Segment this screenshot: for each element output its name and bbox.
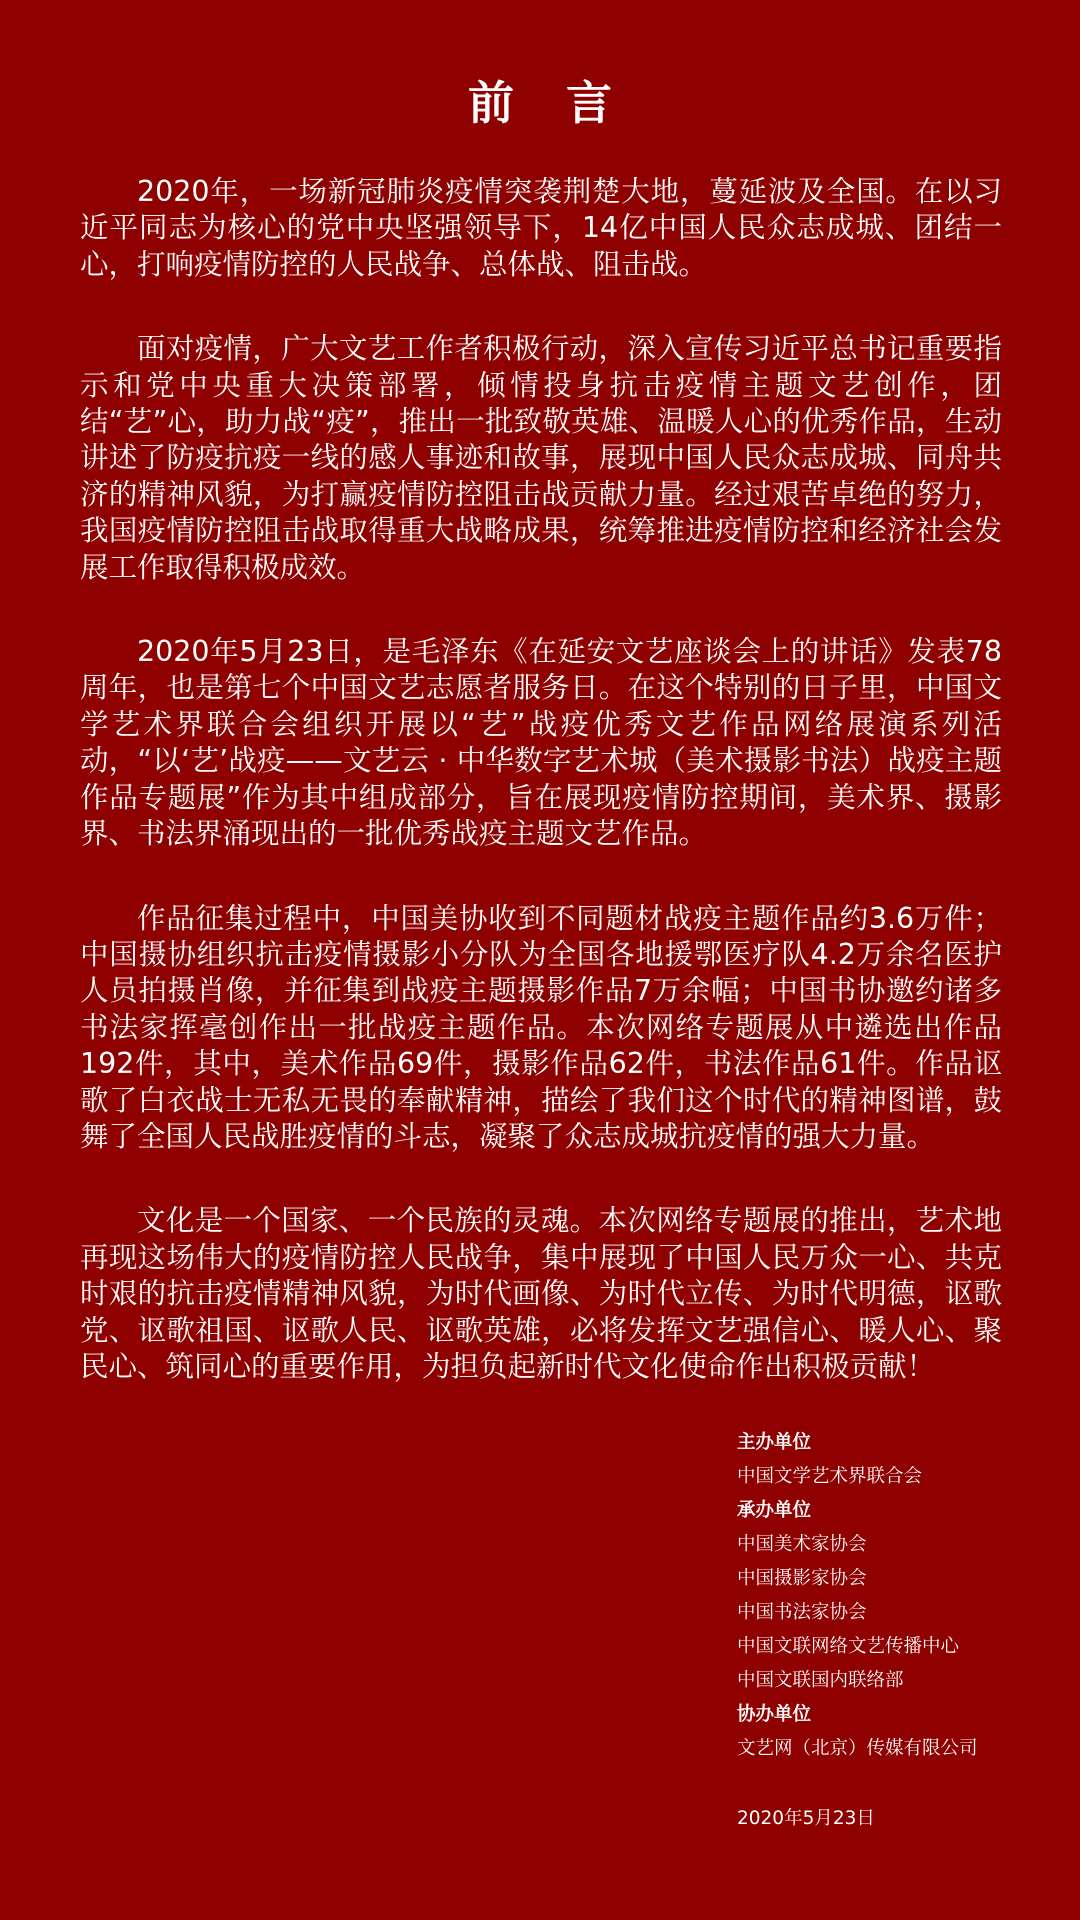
paragraph-4: 作品征集过程中，中国美协收到不同题材战疫主题作品约3.6万件；中国摄协组织抗击疫情摄影小分队为全国各地援鄂医疗队4.2万余名医护人员拍摄肖像，并征集到战疫主题摄影作品7万余幅；中国书协邀约诸多书法家挥毫创作出一批战疫主题作品。本次网络专题展从中遴选出作品192件，其中，美术作品69件，摄影作品62件，书法作品61件。作品讴歌了白衣战士无私无畏的奉献精神，描绘了我们这个时代的精神图谱，鼓舞了全国人民战胜疫情的斗志，凝聚了众志成城抗疫情的强大力量。 — [80, 901, 1002, 1153]
organizer-org: 中国美术家协会 — [737, 1534, 867, 1555]
co-organizer-org: 文艺网（北京）传媒有限公司 — [737, 1738, 978, 1759]
credits-block — [737, 1426, 1057, 1766]
paragraph-2: 面对疫情，广大文艺工作者积极行动，深入宣传习近平总书记重要指示和党中央重大决策部署，倾情投身抗击疫情主题文艺创作，团结“艺”心，助力战“疫”，推出一批致敬英雄、温暖人心的优秀作品，生动讲述了防疫抗疫一线的感人事迹和故事，展现中国人民众志成城、同舟共济的精神风貌，为打赢疫情防控阻击战贡献力量。经过艰苦卓绝的努力，我国疫情防控阻击战取得重大战略成果，统筹推进疫情防控和经济社会发展工作取得积极成效。 — [80, 332, 1002, 584]
host-heading: 主办单位 — [737, 1432, 812, 1453]
publish-date: 2020年5月23日 — [737, 1808, 875, 1829]
preface-body — [80, 174, 1002, 1433]
organizer-org: 中国文联国内联络部 — [737, 1670, 904, 1691]
paragraph-5: 文化是一个国家、一个民族的灵魂。本次网络专题展的推出，艺术地再现这场伟大的疫情防控人民战争，集中展现了中国人民万众一心、共克时艰的抗击疫情精神风貌，为时代画像、为时代立传、为时代明德，讴歌党、讴歌祖国、讴歌人民、讴歌英雄，必将发挥文艺强信心、暖人心、聚民心、筑同心的重要作用，为担负起新时代文化使命作出积极贡献！ — [80, 1204, 1002, 1383]
page-title: 前 言 — [467, 76, 630, 130]
organizer-org: 中国书法家协会 — [737, 1602, 867, 1623]
co-organizer-heading: 协办单位 — [737, 1704, 812, 1725]
paragraph-1: 2020年，一场新冠肺炎疫情突袭荆楚大地，蔓延波及全国。在以习近平同志为核心的党中央坚强领导下，14亿中国人民众志成城、团结一心，打响疫情防控的人民战争、总体战、阻击战。 — [80, 175, 1002, 281]
organizer-org: 中国文联网络文艺传播中心 — [737, 1636, 960, 1657]
host-org: 中国文学艺术界联合会 — [737, 1466, 923, 1487]
paragraph-3: 2020年5月23日，是毛泽东《在延安文艺座谈会上的讲话》发表78周年，也是第七个中国文艺志愿者服务日。在这个特别的日子里，中国文学艺术界联合会组织开展以“艺”战疫优秀文艺作品网络展演系列活动，“以‘艺’战疫——文艺云 · 中华数字艺术城（美术摄影书法）战疫主题作品专题展”作为其中组成部分，旨在展现疫情防控期间，美术界、摄影界、书法界涌现出的一批优秀战疫主题文艺作品。 — [80, 635, 1002, 851]
organizer-heading: 承办单位 — [737, 1500, 812, 1521]
organizer-org: 中国摄影家协会 — [737, 1568, 867, 1589]
